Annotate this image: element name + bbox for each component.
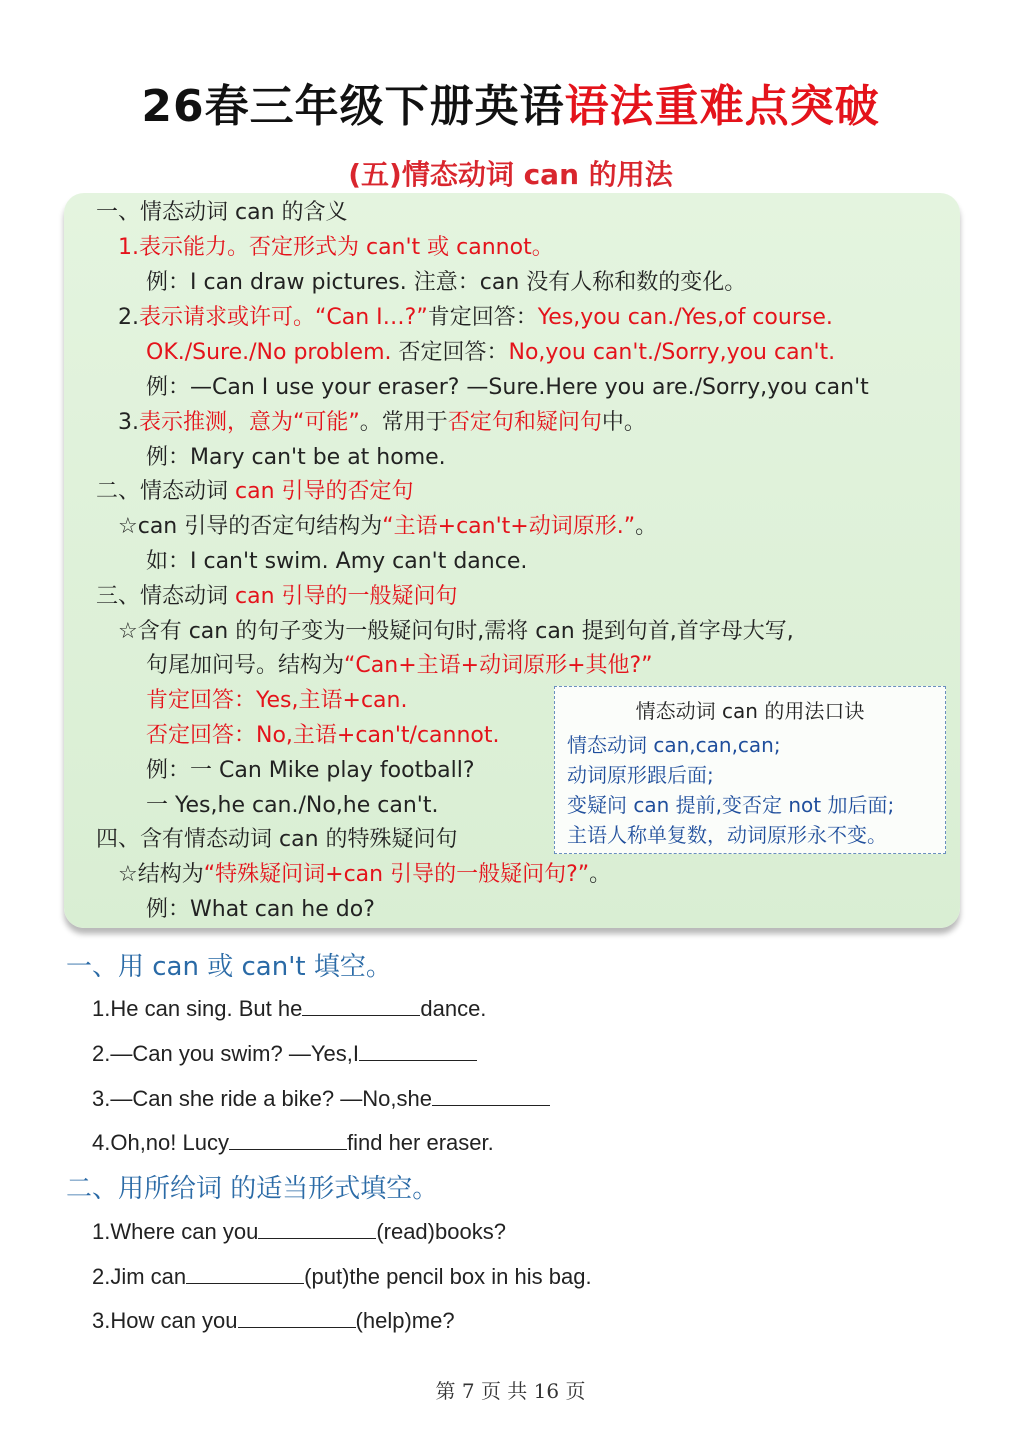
s2-rule-text: ☆can 引导的否定句结构为: [118, 514, 383, 539]
answer-blank[interactable]: [359, 1040, 477, 1061]
mnemonic-line: 动词原形跟后面;: [567, 763, 714, 787]
s1-point2-cont: [146, 339, 835, 367]
s1-point1-example: 例：I can draw pictures. 注意：can 没有人称和数的变化。: [146, 270, 747, 295]
mnemonic-box: [554, 686, 946, 854]
s3-rule-red: “Can+主语+动词原形+其他?”: [344, 653, 653, 678]
item-text: 1.Where can you: [92, 1219, 259, 1244]
item-text: dance.: [420, 996, 487, 1021]
s4-heading: 四、含有情态动词 can 的特殊疑问句: [96, 827, 458, 852]
s1-point2-example: 例：—Can I use your eraser? —Sure.Here you are./Sorry,you can't: [146, 375, 869, 400]
s3-heading-text: 三、情态动词: [96, 584, 235, 609]
s1-point2-red2: Yes,you can./Yes,of course.: [537, 305, 833, 330]
s4-rule-text: ☆结构为: [118, 862, 204, 887]
s3-no-answer: 否定回答：No,主语+can't/cannot.: [146, 723, 500, 748]
s3-rule-line1: ☆含有 can 的句子变为一般疑问句时,需将 can 提到句首,首字母大写,: [118, 619, 794, 644]
s1-point2-red1: 表示请求或许可。“Can I…?”: [139, 305, 428, 330]
s1-point2-num: 2.: [118, 305, 139, 330]
s1-point3-text2: 中。: [601, 410, 646, 435]
exercise1-item: [92, 995, 486, 1022]
item-text: 1.He can sing. But he: [92, 996, 303, 1021]
s1-heading: 一、情态动词 can 的含义: [96, 200, 348, 225]
s1-point2-red3: OK./Sure./No problem.: [146, 340, 392, 365]
s3-heading-red: can 引导的一般疑问句: [235, 584, 458, 609]
s3-heading: [96, 583, 458, 611]
exercise1-item: [92, 1085, 550, 1112]
s1-point3-text1: 。常用于: [359, 410, 448, 435]
s1-point2-text: 肯定回答：: [427, 305, 538, 330]
s1-point2-neg: 否定回答：: [391, 340, 509, 365]
s2-heading-text: 二、情态动词: [96, 479, 235, 504]
s1-point2: [118, 304, 833, 332]
item-text: 3.—Can she ride a bike? —No,she: [92, 1086, 432, 1111]
item-text: (help)me?: [355, 1308, 455, 1333]
item-text: (put)the pencil box in his bag.: [304, 1264, 592, 1289]
page-title: [0, 70, 1021, 134]
exercise2-item: [92, 1218, 506, 1245]
exercise1-title: 一、用 can 或 can't 填空。: [66, 952, 392, 982]
s1-point1: 1.表示能力。否定形式为 can't 或 cannot。: [118, 235, 554, 260]
s3-rule-line2: [146, 652, 653, 680]
mnemonic-line: 情态动词 can,can,can;: [567, 733, 781, 757]
s1-point3-red1: 表示推测，意为“可能”: [139, 410, 360, 435]
s3-example-a: 一 Yes,he can./No,he can't.: [146, 793, 439, 818]
answer-blank[interactable]: [238, 1307, 356, 1328]
answer-blank[interactable]: [258, 1218, 376, 1239]
s2-heading: [96, 478, 414, 506]
item-text: 2.—Can you swim? —Yes,I: [92, 1041, 359, 1066]
s1-point3-num: 3.: [118, 410, 139, 435]
exercise2-item: [92, 1307, 455, 1334]
item-text: (read)books?: [376, 1219, 506, 1244]
answer-blank[interactable]: [432, 1085, 550, 1106]
s1-point3: [118, 409, 646, 437]
s4-rule: [118, 861, 611, 889]
s1-point3-red2: 否定句和疑问句: [447, 410, 602, 435]
s3-yes-answer: 肯定回答：Yes,主语+can.: [146, 688, 408, 713]
exercise2-title: 二、用所给词 的适当形式填空。: [66, 1174, 439, 1204]
exercise1-item: [92, 1040, 477, 1067]
s1-point2-red4: No,you can't./Sorry,you can't.: [508, 340, 836, 365]
item-text: 2.Jim can: [92, 1264, 187, 1289]
s2-rule-red: “主语+can't+动词原形.”: [382, 514, 636, 539]
exercise1-item: [92, 1129, 494, 1156]
s1-point3-example: 例：Mary can't be at home.: [146, 445, 446, 470]
s2-rule-end: 。: [635, 514, 658, 539]
s3-rule-text: 句尾加问号。结构为: [146, 653, 345, 678]
title-highlight: 语法重难点突破: [564, 81, 880, 132]
s4-rule-red: “特殊疑问词+can 引导的一般疑问句?”: [203, 862, 590, 887]
s2-example: 如：I can't swim. Amy can't dance.: [146, 549, 528, 574]
answer-blank[interactable]: [186, 1263, 304, 1284]
answer-blank[interactable]: [302, 995, 420, 1016]
page-number: 第 7 页 共 16 页: [435, 1379, 586, 1403]
item-text: find her eraser.: [346, 1130, 494, 1155]
mnemonic-line: 变疑问 can 提前,变否定 not 加后面;: [567, 793, 895, 817]
s4-rule-end: 。: [589, 862, 612, 887]
s2-rule: [118, 513, 657, 541]
section-subtitle: (五)情态动词 can 的用法: [348, 158, 673, 191]
s4-example: 例：What can he do?: [146, 897, 375, 922]
exercise2-item: [92, 1263, 592, 1290]
mnemonic-title: 情态动词 can 的用法口诀: [635, 699, 865, 723]
title-main: 26春三年级下册英语: [141, 81, 565, 132]
s2-heading-red: can 引导的否定句: [235, 479, 414, 504]
s3-example-q: 例：一 Can Mike play football?: [146, 758, 475, 783]
mnemonic-line: 主语人称单复数，动词原形永不变。: [567, 823, 887, 847]
item-text: 4.Oh,no! Lucy: [92, 1130, 229, 1155]
item-text: 3.How can you: [92, 1308, 238, 1333]
answer-blank[interactable]: [229, 1129, 347, 1150]
